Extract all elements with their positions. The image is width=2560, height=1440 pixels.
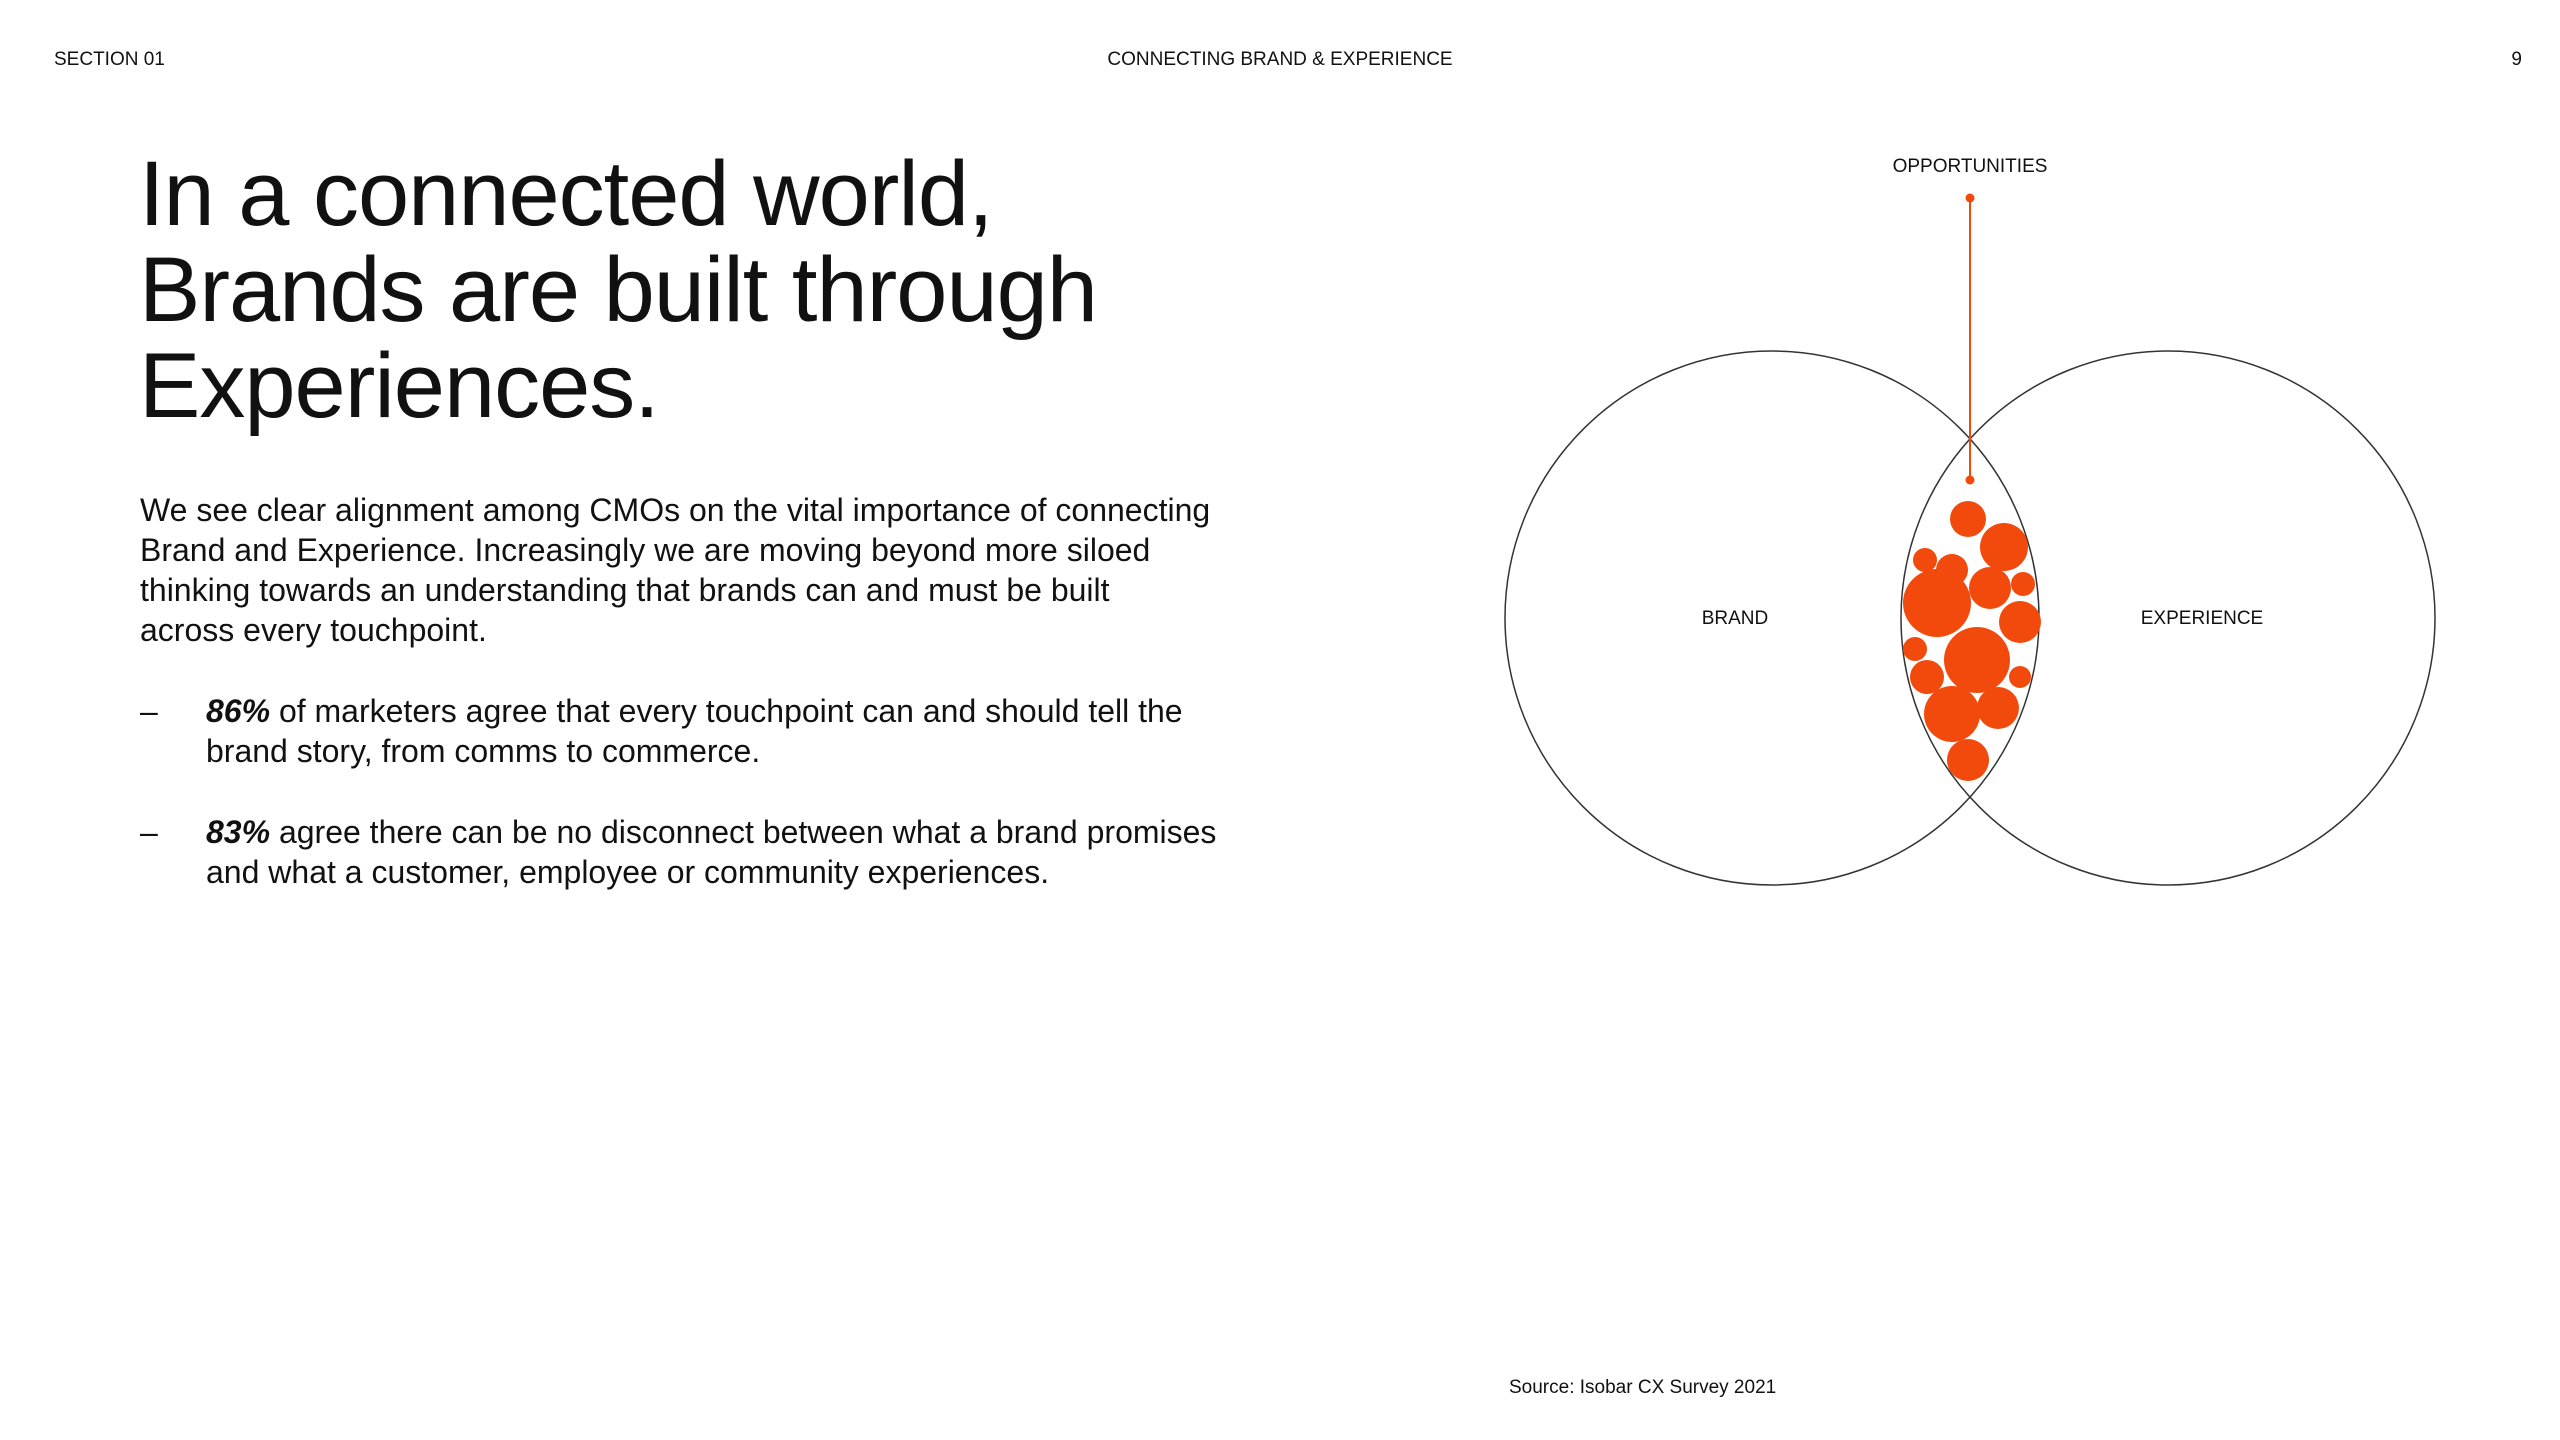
- stat-bullet-1: [140, 691, 1300, 771]
- intro-paragraph: [140, 490, 1280, 650]
- stat-bullet-2: [140, 812, 1300, 892]
- callout-dot-top: [1966, 194, 1975, 203]
- section-label: SECTION 01: [54, 49, 165, 70]
- experience-circle-label: EXPERIENCE: [2140, 608, 2264, 629]
- intro-line-2: Brand and Experience. Increasingly we are moving beyond more siloed: [140, 532, 1151, 568]
- page-number: 9: [2511, 49, 2522, 70]
- intro-line-1: We see clear alignment among CMOs on the vital importance of connecting: [140, 492, 1211, 528]
- opportunity-bubble: [1903, 569, 1971, 637]
- opportunity-bubble: [2011, 572, 2035, 596]
- opportunity-bubble: [1924, 686, 1980, 742]
- bullet-line-2: and what a customer, employee or community experiences.: [206, 854, 1050, 890]
- bullet-line-2: brand story, from comms to commerce.: [206, 733, 761, 769]
- callout-dot-bottom: [1966, 476, 1975, 485]
- headline-line-3: Experiences.: [139, 335, 659, 437]
- opportunity-bubble: [1980, 523, 2028, 571]
- intro-line-3: thinking towards an understanding that brands can and must be built: [140, 572, 1110, 608]
- bullet-dash: –: [140, 814, 158, 850]
- bullet-line-1: [206, 812, 1300, 852]
- page-header-title: CONNECTING BRAND & EXPERIENCE: [1107, 49, 1453, 70]
- opportunity-bubble: [1999, 601, 2041, 643]
- opportunity-bubble: [1903, 637, 1927, 661]
- opportunities-label: OPPORTUNITIES: [1892, 156, 2048, 177]
- headline-line-2: Brands are built through: [139, 239, 1097, 341]
- stat-value: 83%: [206, 814, 271, 850]
- opportunity-bubble: [1947, 739, 1989, 781]
- venn-diagram: [1480, 140, 2460, 920]
- stat-bullet-list: [140, 691, 1300, 933]
- opportunity-bubble: [2009, 666, 2031, 688]
- opportunity-bubble: [1969, 567, 2011, 609]
- source-note: Source: Isobar CX Survey 2021: [1509, 1377, 1777, 1398]
- opportunity-bubble: [1910, 660, 1944, 694]
- stat-value: 86%: [206, 693, 271, 729]
- headline-line-1: In a connected world,: [139, 143, 993, 245]
- bullet-text: agree there can be no disconnect between what a brand promises: [270, 814, 1217, 850]
- opportunity-bubbles: [1903, 501, 2041, 781]
- headline: [139, 143, 1389, 437]
- opportunity-bubble: [1977, 687, 2019, 729]
- bullet-text: of marketers agree that every touchpoint can and should tell the: [270, 693, 1183, 729]
- venn-diagram-svg: [1480, 140, 2460, 920]
- bullet-dash: –: [140, 693, 158, 729]
- opportunity-bubble: [1950, 501, 1986, 537]
- intro-line-4: across every touchpoint.: [140, 612, 487, 648]
- opportunity-bubble: [1913, 548, 1937, 572]
- bullet-line-1: [206, 691, 1300, 731]
- opportunity-bubble: [1944, 627, 2010, 693]
- brand-circle-label: BRAND: [1701, 608, 1769, 629]
